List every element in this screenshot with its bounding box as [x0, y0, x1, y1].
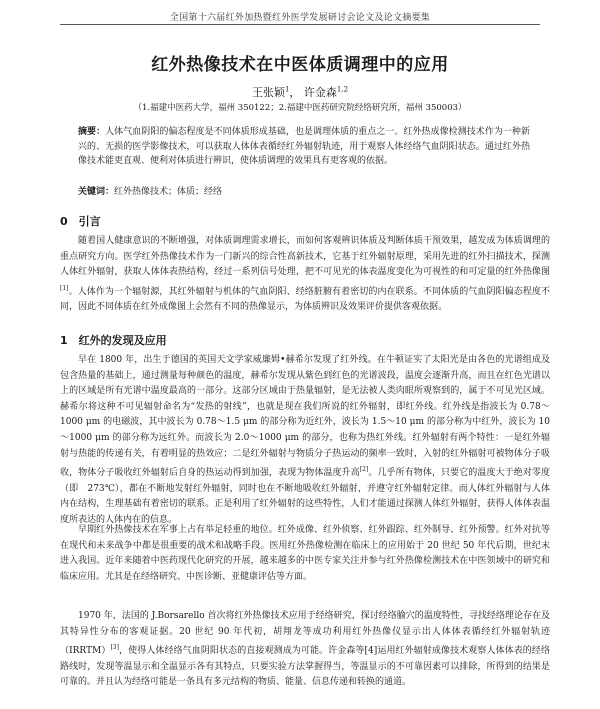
running-header: 全国第十六届红外加热暨红外医学发展研讨会论文及论文摘要集	[169, 13, 431, 23]
section-heading-infrared-discovery: 1 红外的发现及应用	[60, 334, 167, 347]
keywords-label: 关键词：	[78, 187, 115, 197]
affiliation: （1.福建中医药大学，福州 350122；2.福建中医药研究院经络研究所，福州 350003）	[133, 103, 467, 113]
author-separator: ，	[289, 86, 301, 99]
author-name: 许金森	[303, 86, 337, 99]
author-affil-mark: 1,2	[336, 85, 349, 94]
paragraph: 随着国人健康意识的不断增强，对体质调理需求增长，而如何客观辨识体质及判断体质干预效果，越发成为体质调理的重点研究方向。医学红外热像技术作为一门新兴的综合性高新技术，它基于红外辐射原理，采用先进的红外扫描技术，探测人体红外辐射，获取人体体表热结构，经过一系列信号处理，把不可见光的体表温度变化为可视性的和可定量的红外热像图[1]。人体作为一个辐射源，其红外辐射与机体的气血阴阳、经络脏腑有着密切的内在联系。不同体质的气血阴阳偏态程度不同，因此不同体质在红外成像图上会然有不同的热像显示，为体质辨识及效果评价提供客观依据。	[60, 236, 550, 313]
paragraph: 早期红外热像技术在军事上占有举足轻重的地位。红外成像、红外侦察、红外跟踪、红外制导、红外预警。红外对抗等在现代和未来战争中都是很重要的战术和战略手段。医用红外热像检测在临床上的应用始于 20 世纪 50 年代后期，世纪末进入我国。近年来随着中医药现代化研究的开展，越来越多的中医专家关注并参与红外热像检测技术在中医领域中的研究和临床应用。尤其是在经络研究、中医诊断、亚健康评估等方面。	[60, 525, 550, 582]
header-divider	[60, 24, 540, 25]
citation: [2]	[359, 466, 369, 474]
citation: [1]	[60, 284, 69, 292]
author-line	[0, 84, 600, 100]
keywords-text: 红外热像技术；体质；经络	[114, 187, 223, 197]
paragraph: 1970 年，法国的 J.Borsarello 首次将红外热像技术应用于经络研究，探讨经络腧穴的温度特性，寻找经络理论存在及其特异性分布的客观证据。20 世纪 90 年代初，胡翔龙等成功利用红外热像仪显示出人体体表循经红外辐射轨迹（IRRTM）[3]，使得人体经络气血阴阳状态的直接观测成为可能。许金森等[4]运用红外辐射成像技术观察人体体表的经络路线时，发现等温显示和全温显示各有其特点，只要实验方法掌握得当，等温显示的不可靠因素可以排除，所得到的结果是可靠的。并且认为经络可能是一条具有多元结构的物质、能量、信息传递和转换的通道。	[60, 611, 550, 688]
section-heading-introduction: 0 引言	[60, 215, 101, 228]
abstract-label: 摘要：	[78, 127, 106, 137]
abstract	[78, 125, 530, 169]
author-affil-mark: 1	[284, 85, 290, 94]
author-name: 王张颖	[251, 86, 285, 99]
citation: [3]	[110, 644, 119, 652]
paper-title: 红外热像技术在中医体质调理中的应用	[151, 55, 449, 75]
abstract-text: 人体气血阴阳的偏态程度是不同体质形成基础，也是调理体质的重点之一。红外热成像检测技术作为一种新兴的、无损的医学影像技术，可以获取人体体表循经红外辐射轨迹，用于观察人体经络气血阴阳状态。通过红外热像技术能更直观、便利对体质进行辨识，使体质调理的效果具有更客观的依据。	[78, 127, 530, 166]
keywords	[78, 184, 530, 197]
paragraph: 早在 1800 年，出生于德国的英国天文学家威廉姆•赫希尔发现了红外线。在牛顿证实了太阳光是由各色的光谱组成及包含热量的基础上，通过测量每种颜色的温度，赫希尔发现从紫色到红色的光谱波段，温度会逐渐升高，而且在红色光谱以上的区域是所有光谱中温度最高的一部分。这部分区域由于热量辐射，是无法被人类肉眼所观察到的，属于不可见光区域。赫希尔将这种不可见辐射命名为“发热的射线”，也就是现在我们所说的红外辐射，即红外线。红外线是指波长为 0.78～1000 μm 的电磁波，其中波长为 0.78～1.5 μm 的部分称为近红外，波长为 1.5～10 μm 的部分称为中红外，波长为 10～1000 μm 的部分称为远红外。而波长为 2.0～1000 μm 的部分，也称为热红外线。红外辐射有两个特性：一是红外辐射与热能的传递有关，有着明显的热效应；二是红外辐射与物质分子热运动的频率一致时，入射的红外辐射可被物体分子吸收，物体分子吸收红外辐射后自身的热运动得到加强，表现为物体温度升高[2]。几乎所有物体，只要它的温度大于绝对零度（即 273℃），都在不断地发射红外辐射，同时也在不断地吸收红外辐射，并遵守红外辐射定律。而人体红外辐射与人体内在结构，生理基础有着密切的联系。正是利用了红外辐射的这些特性，人们才能通过探测人体红外辐射，获得人体体表温度所表达的人体内在的信息。	[60, 355, 550, 525]
